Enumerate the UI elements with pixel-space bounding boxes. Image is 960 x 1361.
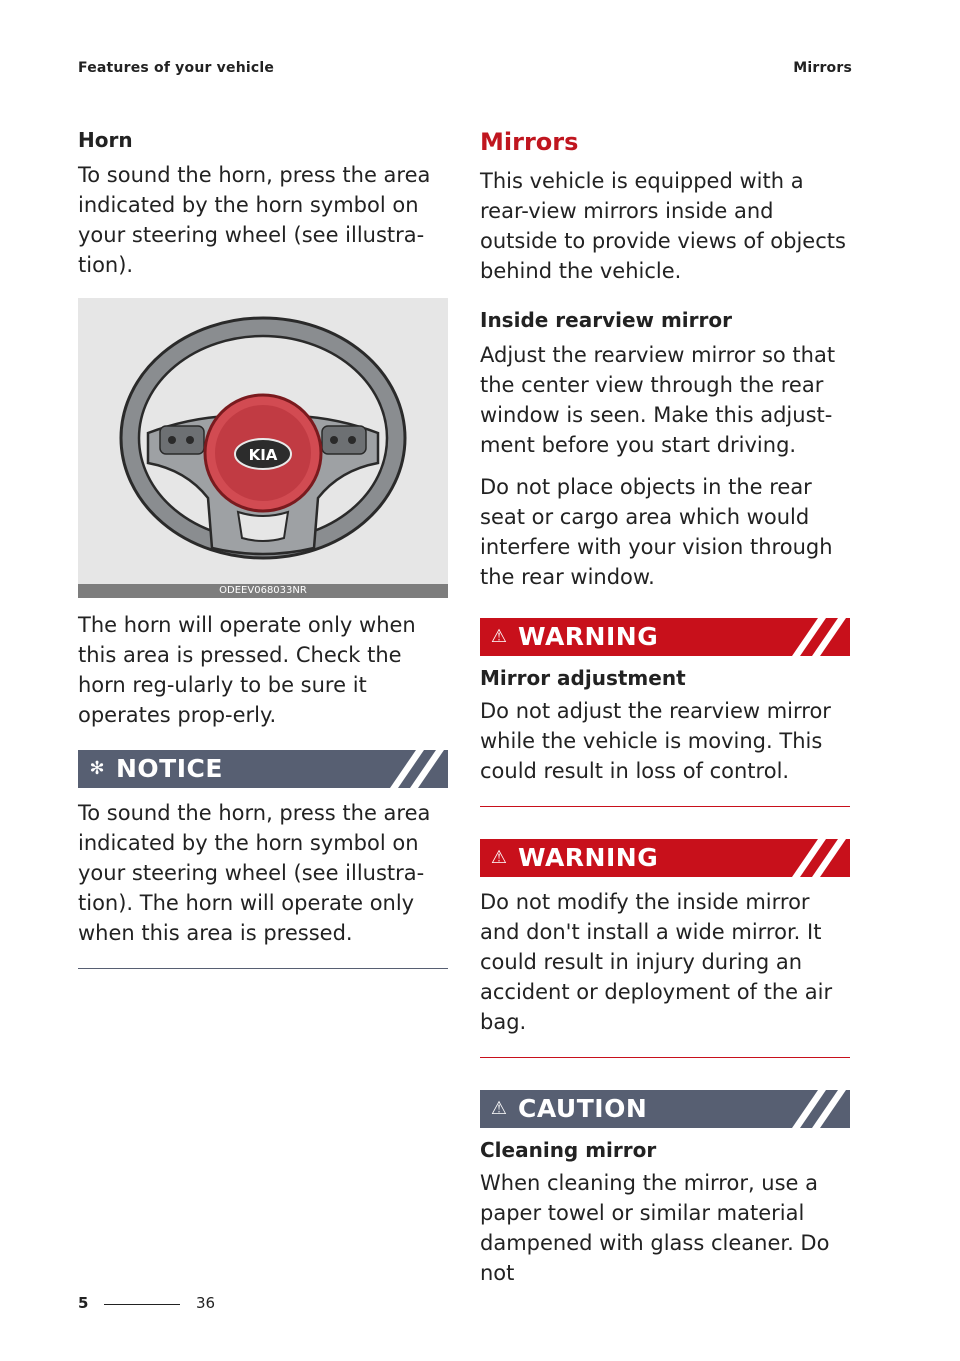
running-header-right: Mirrors (793, 60, 852, 76)
horn-paragraph-2: The horn will operate only when this area is pressed. Check the horn reg-ularly to be sure it operates prop-erly. (78, 613, 416, 727)
warning-1-text: Do not adjust the rearview mirror while the vehicle is moving. This could result in loss of control. (480, 699, 831, 783)
notice-label: NOTICE (116, 754, 223, 783)
figure-code: ODEEV068033NR (78, 584, 448, 598)
steering-wheel-illustration (78, 298, 448, 598)
inside-mirror-heading: Inside rearview mirror (480, 308, 732, 332)
horn-heading: Horn (78, 128, 133, 152)
warning-label-2: WARNING (518, 843, 659, 872)
kia-logo: KIA (248, 446, 278, 464)
steering-wheel-figure (78, 298, 448, 598)
warning-banner-1 (480, 618, 850, 656)
footer-page-number: 36 (196, 1294, 216, 1312)
warning-label-1: WARNING (518, 622, 659, 651)
banner-stripes-icon (786, 1090, 850, 1128)
inside-mirror-paragraph-1: Adjust the rearview mirror so that the center view through the rear window is seen. Make this adjust-ment before you start driving. (480, 343, 836, 457)
horn-paragraph-1: To sound the horn, press the area indicated by the horn symbol on your steering wheel (see illustra-tion). (78, 163, 431, 277)
banner-stripes-icon (384, 750, 448, 788)
notice-end-rule (78, 968, 448, 969)
warning-1-end-rule (480, 806, 850, 807)
caution-label: CAUTION (518, 1094, 648, 1123)
notice-text: To sound the horn, press the area indicated by the horn symbol on your steering wheel (see illustra-tion). The horn will operate only when this area is pressed. (78, 801, 431, 945)
footer-section-number: 5 (78, 1294, 89, 1312)
caution-subheading: Cleaning mirror (480, 1138, 657, 1162)
caution-text: When cleaning the mirror, use a paper towel or similar material dampened with glass cleaner. Do not (480, 1171, 830, 1285)
right-column (480, 128, 850, 1300)
caution-triangle-icon: ⚠ (490, 1098, 508, 1119)
mirrors-paragraph: This vehicle is equipped with a rear-view mirrors inside and outside to provide views of objects behind the vehicle. (480, 169, 846, 283)
inside-mirror-paragraph-2: Do not place objects in the rear seat or cargo area which would interfere with your vision through the rear window. (480, 475, 833, 589)
warning-banner-2 (480, 839, 850, 877)
notice-banner (78, 750, 448, 788)
left-column (78, 128, 448, 1001)
running-header-left: Features of your vehicle (78, 60, 275, 76)
footer-divider (104, 1304, 180, 1305)
warning-triangle-icon: ⚠ (490, 847, 508, 868)
banner-stripes-icon (786, 839, 850, 877)
warning-1-subheading: Mirror adjustment (480, 666, 686, 690)
caution-banner (480, 1090, 850, 1128)
mirrors-heading: Mirrors (480, 128, 579, 156)
warning-2-end-rule (480, 1057, 850, 1058)
banner-stripes-icon (786, 618, 850, 656)
warning-triangle-icon: ⚠ (490, 626, 508, 647)
warning-2-text: Do not modify the inside mirror and don't install a wide mirror. It could result in injury during an accident or deployment of the air bag. (480, 890, 833, 1034)
notice-asterisk-icon: ✻ (89, 758, 105, 779)
